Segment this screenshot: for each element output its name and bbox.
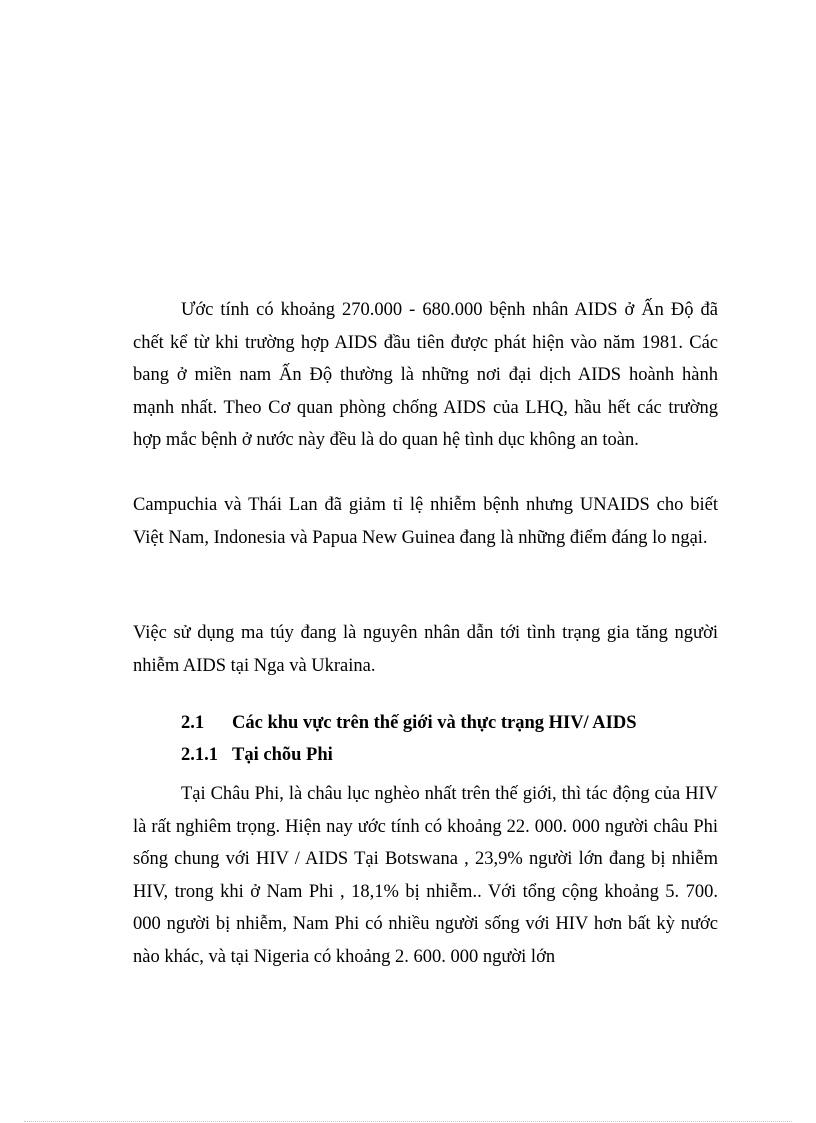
paragraph-india-aids: Ước tính có khoảng 270.000 - 680.000 bệnh nhân AIDS ở Ấn Độ đã chết kể từ khi trường hợp AIDS đầu tiên được phát hiện vào năm 1981. Các bang ở miền nam Ấn Độ thường là những nơi đại dịch AIDS hoành hành mạnh nhất. Theo Cơ quan phòng chống AIDS của LHQ, hầu hết các trường hợp mắc bệnh ở nước này đều là do quan hệ tình dục không an toàn. — [133, 300, 718, 450]
section-title: Các khu vực trên thế giới và thực trạng HIV/ AIDS — [232, 713, 637, 733]
paragraph-africa: Tại Châu Phi, là châu lục nghèo nhất trên thế giới, thì tác động của HIV là rất nghiêm trọng. Hiện nay ước tính có khoảng 22. 000. 000 người châu Phi sống chung với HIV / AIDS Tại Botswana , 23,9% người lớn đang bị nhiễm HIV, trong khi ở Nam Phi , 18,1% bị nhiễm.. Với tổng cộng khoảng 5. 700. 000 người bị nhiễm, Nam Phi có nhiều người sống với HIV hơn bất kỳ nước nào khác, và tại Nigeria có khoảng 2. 600. 000 người lớn — [133, 784, 718, 967]
subsection-number: 2.1.1 — [181, 745, 218, 765]
page-bottom-border — [24, 1121, 792, 1122]
paragraph-russia-ukraine: Việc sử dụng ma túy đang là nguyên nhân dẫn tới tình trạng gia tăng người nhiễm AIDS tại Nga và Ukraina. — [133, 623, 718, 676]
section-heading — [181, 713, 637, 734]
paragraph-southeast-asia: Campuchia và Thái Lan đã giảm tỉ lệ nhiễm bệnh nhưng UNAIDS cho biết Việt Nam, Indonesia và Papua New Guinea đang là những điểm đáng lo ngại. — [133, 495, 718, 548]
subsection-title: Tại chõu Phi — [232, 745, 333, 765]
subsection-heading — [181, 745, 333, 766]
section-number: 2.1 — [181, 713, 205, 733]
